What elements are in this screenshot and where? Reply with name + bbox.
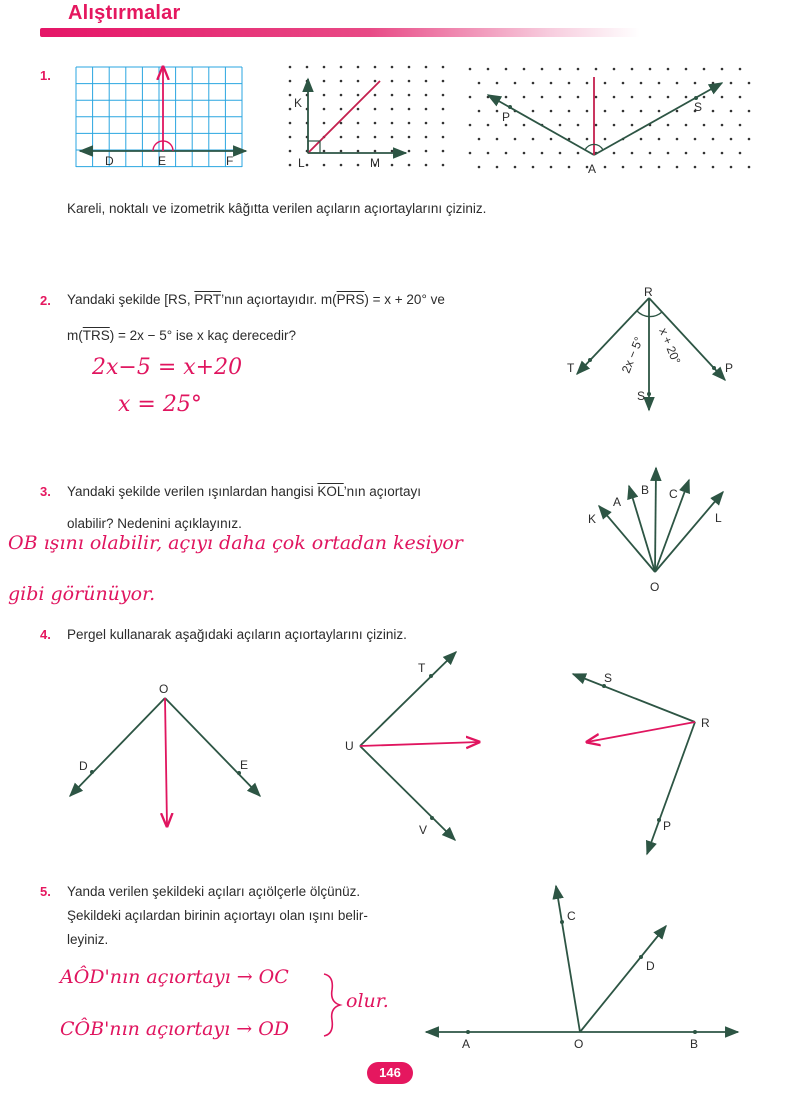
angle-kol: $\overline{KOL}$ [317, 484, 344, 499]
square-grid [76, 67, 242, 167]
ray-oa [629, 486, 655, 572]
dot-paper [289, 66, 445, 167]
exercise-5-line2: Şekildeki açılardan birinin açıortayı olan ışını belir- [67, 908, 368, 923]
angle-trs: $\overline{TRS}$ [82, 328, 110, 343]
exercise-2-answer-2: x = 25° [118, 392, 202, 417]
exercise-5-answer-2: CÔB'nın açıortayı → OD [60, 1018, 290, 1040]
exercise-2-figure [555, 282, 755, 417]
exercise-2-line2: $m(\overline{TRS}) = 2x - 5^\circ$ ise x kaç derecedir? [67, 328, 296, 343]
ray-ut [360, 652, 456, 746]
page-title: Alıştırmalar [68, 2, 181, 24]
exercise-5-answer-brace: olur. [346, 990, 389, 1012]
exercise-3-answer-1: OB ışını olabilir, açıyı daha çok ortadan kesiyor [8, 532, 463, 554]
label-p: P [725, 361, 734, 375]
exercise-4-figures [55, 650, 775, 865]
label-f: F [226, 154, 234, 168]
ray-oe [165, 698, 260, 796]
label-p: P [502, 110, 511, 124]
label-right-angle: x + 20° [656, 325, 684, 367]
angle-prt: $\overline{PRT}$ [194, 292, 222, 307]
exercise-1-text: Kareli, noktalı ve izometrik kâğıtta verilen açıların açıortaylarını çiziniz. [67, 201, 487, 216]
ray-ok [599, 506, 655, 572]
label-s: S [637, 389, 646, 403]
label-o: O [159, 682, 169, 696]
label-s: S [694, 100, 703, 114]
ray-uv [360, 746, 455, 840]
exercise-3-figure [575, 458, 745, 598]
ray-rs [573, 674, 695, 722]
answer-brace [318, 970, 348, 1040]
exercise-1-figures [60, 55, 780, 185]
page-number: 146 [367, 1062, 413, 1084]
label-s: S [604, 671, 613, 685]
dot-bisector [308, 81, 380, 153]
label-l: L [715, 511, 722, 525]
label-e: E [240, 758, 249, 772]
ray-rp [647, 722, 695, 854]
ray-ob [655, 468, 656, 572]
exercise-5-line3: leyiniz. [67, 932, 109, 947]
label-t: T [418, 661, 426, 675]
label-k: K [294, 96, 303, 110]
exercise-3-answer-2: gibi görünüyor. [8, 583, 156, 605]
label-v: V [419, 823, 428, 837]
fig2-bisector [360, 742, 479, 746]
label-c: C [567, 909, 576, 923]
label-r: R [644, 285, 653, 299]
fig1-bisector [165, 698, 167, 826]
label-d: D [79, 759, 88, 773]
label-o: O [650, 580, 660, 594]
exercise-2-answer-1: 2x−5 = x+20 [92, 355, 243, 380]
exercise-2-line1: Yandaki şekilde [RS, $\overline{PRT}’nın$ açıortayıdır. $m(\overline{PRS}) = x + 20^\circ$ ve [67, 292, 445, 307]
exercise-3-line1: Yandaki şekilde verilen ışınlardan hangisi $\overline{KOL}’nın$ açıortayı [67, 484, 421, 499]
exercise-3-number: 3. [40, 484, 51, 499]
label-k: K [588, 512, 597, 526]
label-b: B [641, 483, 650, 497]
ray-rt [577, 298, 649, 374]
angle-prs: $\overline{PRS}$ [336, 292, 365, 307]
ray-od [580, 926, 666, 1032]
label-l: L [298, 156, 305, 170]
label-u: U [345, 739, 354, 753]
label-m: M [370, 156, 380, 170]
isometric-paper [469, 68, 751, 169]
label-a: A [588, 162, 597, 176]
label-d: D [105, 154, 114, 168]
label-t: T [567, 361, 575, 375]
ray-ol [655, 492, 723, 572]
ray-oc [556, 886, 580, 1032]
exercise-4-number: 4. [40, 627, 51, 642]
title-bar [40, 28, 640, 37]
iso-ray-as [594, 83, 722, 155]
ray-od [70, 698, 165, 796]
label-r: R [701, 716, 710, 730]
exercise-4-text: Pergel kullanarak aşağıdaki açıların açıortaylarını çiziniz. [67, 627, 407, 642]
exercise-2-number: 2. [40, 293, 51, 308]
label-p: P [663, 819, 672, 833]
label-left-angle: 2x − 5° [618, 334, 646, 376]
label-a: A [462, 1037, 471, 1051]
exercise-5-number: 5. [40, 884, 51, 899]
label-c: C [669, 487, 678, 501]
exercise-3-line2: olabilir? Nedenini açıklayınız. [67, 516, 242, 531]
exercise-1-number: 1. [40, 68, 51, 83]
exercise-5-answer-1: AÔD'nın açıortayı → OC [60, 966, 289, 988]
label-b: B [690, 1037, 699, 1051]
label-a: A [613, 495, 622, 509]
label-d: D [646, 959, 655, 973]
label-e: E [158, 154, 167, 168]
exercise-5-figure [420, 878, 750, 1056]
exercise-5-line1: Yanda verilen şekildeki açıları açıölçerle ölçünüz. [67, 884, 361, 899]
fig3-bisector [587, 722, 695, 742]
label-o: O [574, 1037, 584, 1051]
